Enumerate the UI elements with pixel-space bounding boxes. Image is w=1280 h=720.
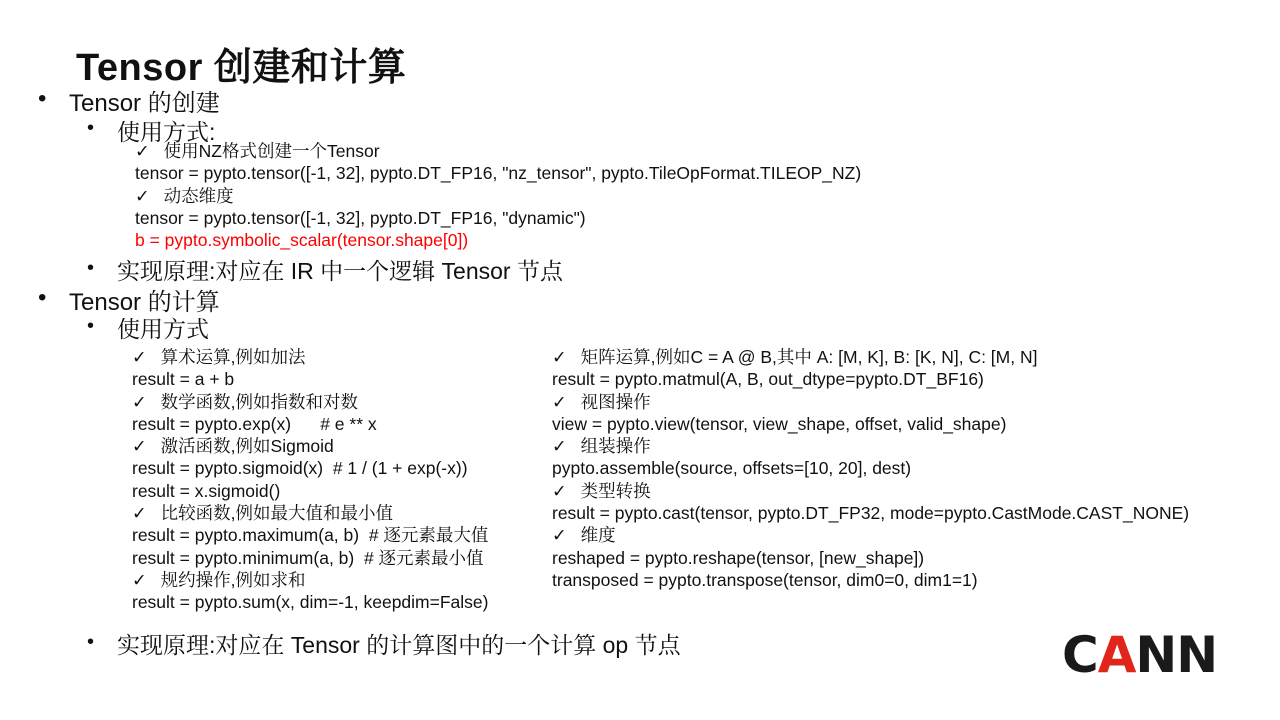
compute-left-list (132, 346, 488, 614)
code-line (132, 547, 488, 569)
code-line (552, 502, 1189, 524)
item-text: 使用NZ格式创建一个Tensor (163, 141, 380, 161)
item-text: 比较函数,例如最大值和最小值 (160, 503, 394, 524)
check-item (132, 569, 488, 591)
check-item (132, 435, 488, 457)
item-text: 视图操作 (580, 391, 651, 412)
code-line (135, 207, 861, 229)
bullet: • (87, 315, 95, 337)
compute-usage-label: 使用方式 (117, 316, 209, 342)
item-text: 数学函数,例如指数和对数 (160, 391, 359, 412)
check-item (552, 524, 1189, 546)
code-line (552, 569, 1189, 591)
logo-part: NN (1135, 626, 1218, 684)
item-text: 维度 (580, 525, 616, 546)
code-line (132, 591, 488, 613)
checkmark-icon: ✓ (552, 525, 567, 546)
code-line (132, 480, 488, 502)
item-text: pypto.assemble(source, offsets=[10, 20], dest) (552, 458, 912, 479)
item-text: result = pypto.maximum(a, b) # 逐元素最大值 (132, 525, 489, 546)
item-text: 激活函数,例如Sigmoid (160, 436, 334, 457)
logo-part: C (1062, 626, 1098, 684)
item-text: 类型转换 (580, 480, 651, 501)
checkmark-icon: ✓ (135, 141, 150, 161)
compute-heading: Tensor 的计算 (69, 289, 220, 316)
code-line (135, 229, 861, 251)
checkmark-icon: ✓ (135, 185, 150, 206)
code-line (132, 413, 488, 435)
bullet: • (38, 284, 47, 311)
cann-logo (1062, 626, 1217, 684)
compute-principle: 实现原理:对应在 Tensor 的计算图中的一个计算 op 节点 (117, 632, 681, 658)
code-line (132, 457, 488, 479)
create-heading: Tensor 的创建 (69, 90, 220, 117)
check-item (132, 346, 488, 368)
item-text: result = pypto.minimum(a, b) # 逐元素最小值 (132, 547, 484, 568)
item-text: result = x.sigmoid() (132, 480, 281, 501)
item-text: tensor = pypto.tensor([-1, 32], pypto.DT_FP16, "dynamic") (135, 207, 586, 228)
checkmark-icon: ✓ (552, 436, 567, 457)
code-line (552, 457, 1189, 479)
compute-right-list (552, 346, 1189, 591)
code-line (132, 524, 488, 546)
check-item (552, 346, 1189, 368)
bullet: • (87, 631, 95, 653)
code-line (552, 368, 1189, 390)
item-text: b = pypto.symbolic_scalar(tensor.shape[0]) (135, 230, 469, 251)
check-item (135, 185, 861, 207)
logo-accent-letter: A (1097, 626, 1136, 684)
checkmark-icon: ✓ (552, 391, 567, 412)
bullet: • (87, 257, 95, 279)
bullet: • (87, 117, 95, 139)
item-text: result = pypto.matmul(A, B, out_dtype=pypto.DT_BF16) (552, 369, 984, 390)
item-text: result = a + b (132, 369, 235, 390)
item-text: reshaped = pypto.reshape(tensor, [new_shape]) (552, 547, 925, 568)
checkmark-icon: ✓ (132, 436, 147, 457)
code-line (132, 368, 488, 390)
item-text: result = pypto.cast(tensor, pypto.DT_FP32, mode=pypto.CastMode.CAST_NONE) (552, 503, 1190, 524)
create-code-list (135, 140, 861, 251)
code-line (135, 162, 861, 184)
bullet: • (38, 85, 47, 112)
check-item (552, 435, 1189, 457)
slide-title: Tensor 创建和计算 (76, 47, 407, 89)
checkmark-icon: ✓ (132, 347, 147, 367)
item-text: 算术运算,例如加法 (160, 347, 306, 367)
item-text: 规约操作,例如求和 (160, 569, 306, 590)
item-text: result = pypto.exp(x) # e ** x (132, 413, 377, 434)
checkmark-icon: ✓ (552, 480, 567, 501)
check-item (552, 480, 1189, 502)
check-item (132, 391, 488, 413)
item-text: transposed = pypto.transpose(tensor, dim0=0, dim1=1) (552, 569, 978, 590)
item-text: result = pypto.sum(x, dim=-1, keepdim=False) (132, 592, 489, 613)
code-line (552, 413, 1189, 435)
item-text: view = pypto.view(tensor, view_shape, offset, valid_shape) (552, 413, 1007, 434)
item-text: 组装操作 (580, 436, 651, 457)
item-text: result = pypto.sigmoid(x) # 1 / (1 + exp(-x)) (132, 458, 468, 479)
item-text: 动态维度 (163, 185, 234, 206)
checkmark-icon: ✓ (132, 391, 147, 412)
code-line (552, 547, 1189, 569)
check-item (552, 391, 1189, 413)
item-text: tensor = pypto.tensor([-1, 32], pypto.DT_FP16, "nz_tensor", pypto.TileOpFormat.TILEOP_NZ) (135, 163, 862, 184)
create-usage-label: 使用方式: (117, 119, 216, 145)
create-principle: 实现原理:对应在 IR 中一个逻辑 Tensor 节点 (117, 258, 563, 284)
check-item (132, 502, 488, 524)
item-text: 矩阵运算,例如C = A @ B,其中 A: [M, K], B: [K, N], C: [M, N] (580, 347, 1038, 367)
check-item (135, 140, 861, 162)
checkmark-icon: ✓ (552, 347, 567, 367)
checkmark-icon: ✓ (132, 569, 147, 590)
checkmark-icon: ✓ (132, 503, 147, 524)
